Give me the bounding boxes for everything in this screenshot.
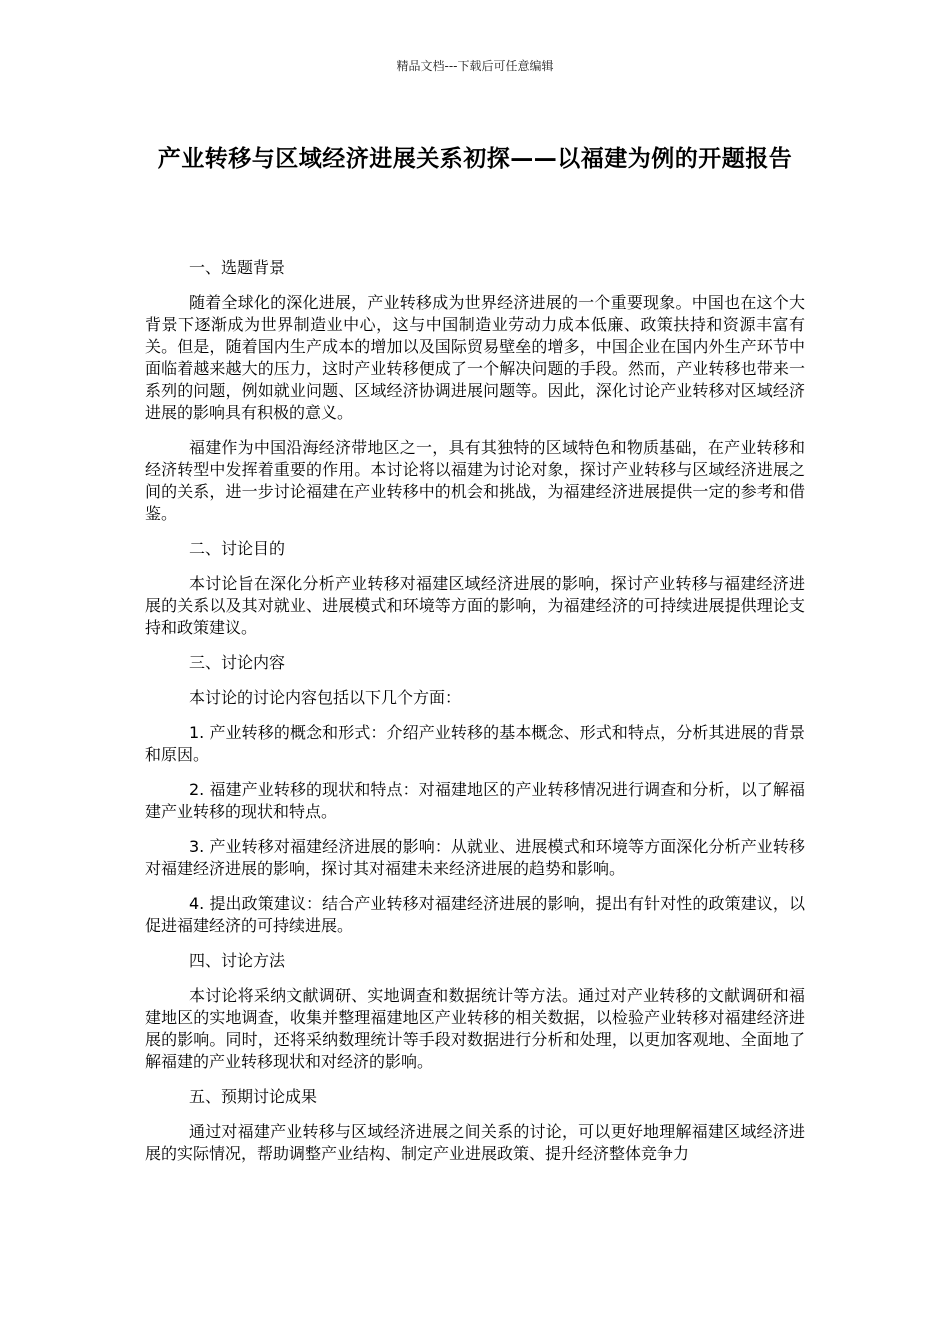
- paragraph: 3. 产业转移对福建经济进展的影响：从就业、进展模式和环境等方面深化分析产业转移对福建经济进展的影响，探讨其对福建未来经济进展的趋势和影响。: [145, 837, 805, 878]
- paragraph: 本讨论旨在深化分析产业转移对福建区域经济进展的影响，探讨产业转移与福建经济进展的关系以及其对就业、进展模式和环境等方面的影响，为福建经济的可持续进展提供理论支持和政策建议。: [145, 574, 805, 637]
- section-heading: 一、选题背景: [189, 258, 286, 277]
- paragraph: 随着全球化的深化进展，产业转移成为世界经济进展的一个重要现象。中国也在这个大背景下逐渐成为世界制造业中心，这与中国制造业劳动力成本低廉、政策扶持和资源丰富有关。但是，随着国内生产成本的增加以及国际贸易壁垒的增多，中国企业在国内外生产环节中面临着越来越大的压力，这时产业转移便成了一个解决问题的手段。然而，产业转移也带来一系列的问题，例如就业问题、区域经济协调进展问题等。因此，深化讨论产业转移对区域经济进展的影响具有积极的意义。: [145, 293, 805, 422]
- paragraph: 本讨论的讨论内容包括以下几个方面：: [189, 688, 462, 707]
- paragraph: 通过对福建产业转移与区域经济进展之间关系的讨论，可以更好地理解福建区域经济进展的实际情况，帮助调整产业结构、制定产业进展政策、提升经济整体竞争力: [145, 1122, 805, 1163]
- section-heading: 二、讨论目的: [189, 539, 286, 558]
- document-title: 产业转移与区域经济进展关系初探——以福建为例的开题报告: [157, 146, 793, 172]
- paragraph: 本讨论将采纳文献调研、实地调查和数据统计等方法。通过对产业转移的文献调研和福建地区的实地调查，收集并整理福建地区产业转移的相关数据，以检验产业转移对福建经济进展的影响。同时，还将采纳数理统计等手段对数据进行分析和处理，以更加客观地、全面地了解福建的产业转移现状和对经济的影响。: [145, 986, 805, 1071]
- paragraph: 2. 福建产业转移的现状和特点：对福建地区的产业转移情况进行调查和分析，以了解福建产业转移的现状和特点。: [145, 780, 805, 821]
- paragraph: 1. 产业转移的概念和形式：介绍产业转移的基本概念、形式和特点，分析其进展的背景和原因。: [145, 723, 805, 764]
- section-heading: 三、讨论内容: [189, 653, 286, 672]
- document-body: [145, 257, 805, 1178]
- paragraph: 福建作为中国沿海经济带地区之一，具有其独特的区域特色和物质基础，在产业转移和经济转型中发挥着重要的作用。本讨论将以福建为讨论对象，探讨产业转移与区域经济进展之间的关系，进一步讨论福建在产业转移中的机会和挑战，为福建经济进展提供一定的参考和借鉴。: [145, 438, 805, 523]
- section-heading: 四、讨论方法: [189, 951, 286, 970]
- paragraph: 4. 提出政策建议：结合产业转移对福建经济进展的影响，提出有针对性的政策建议，以促进福建经济的可持续进展。: [145, 894, 805, 935]
- section-heading: 五、预期讨论成果: [189, 1087, 318, 1106]
- header-note: 精品文档---下载后可任意编辑: [396, 59, 554, 73]
